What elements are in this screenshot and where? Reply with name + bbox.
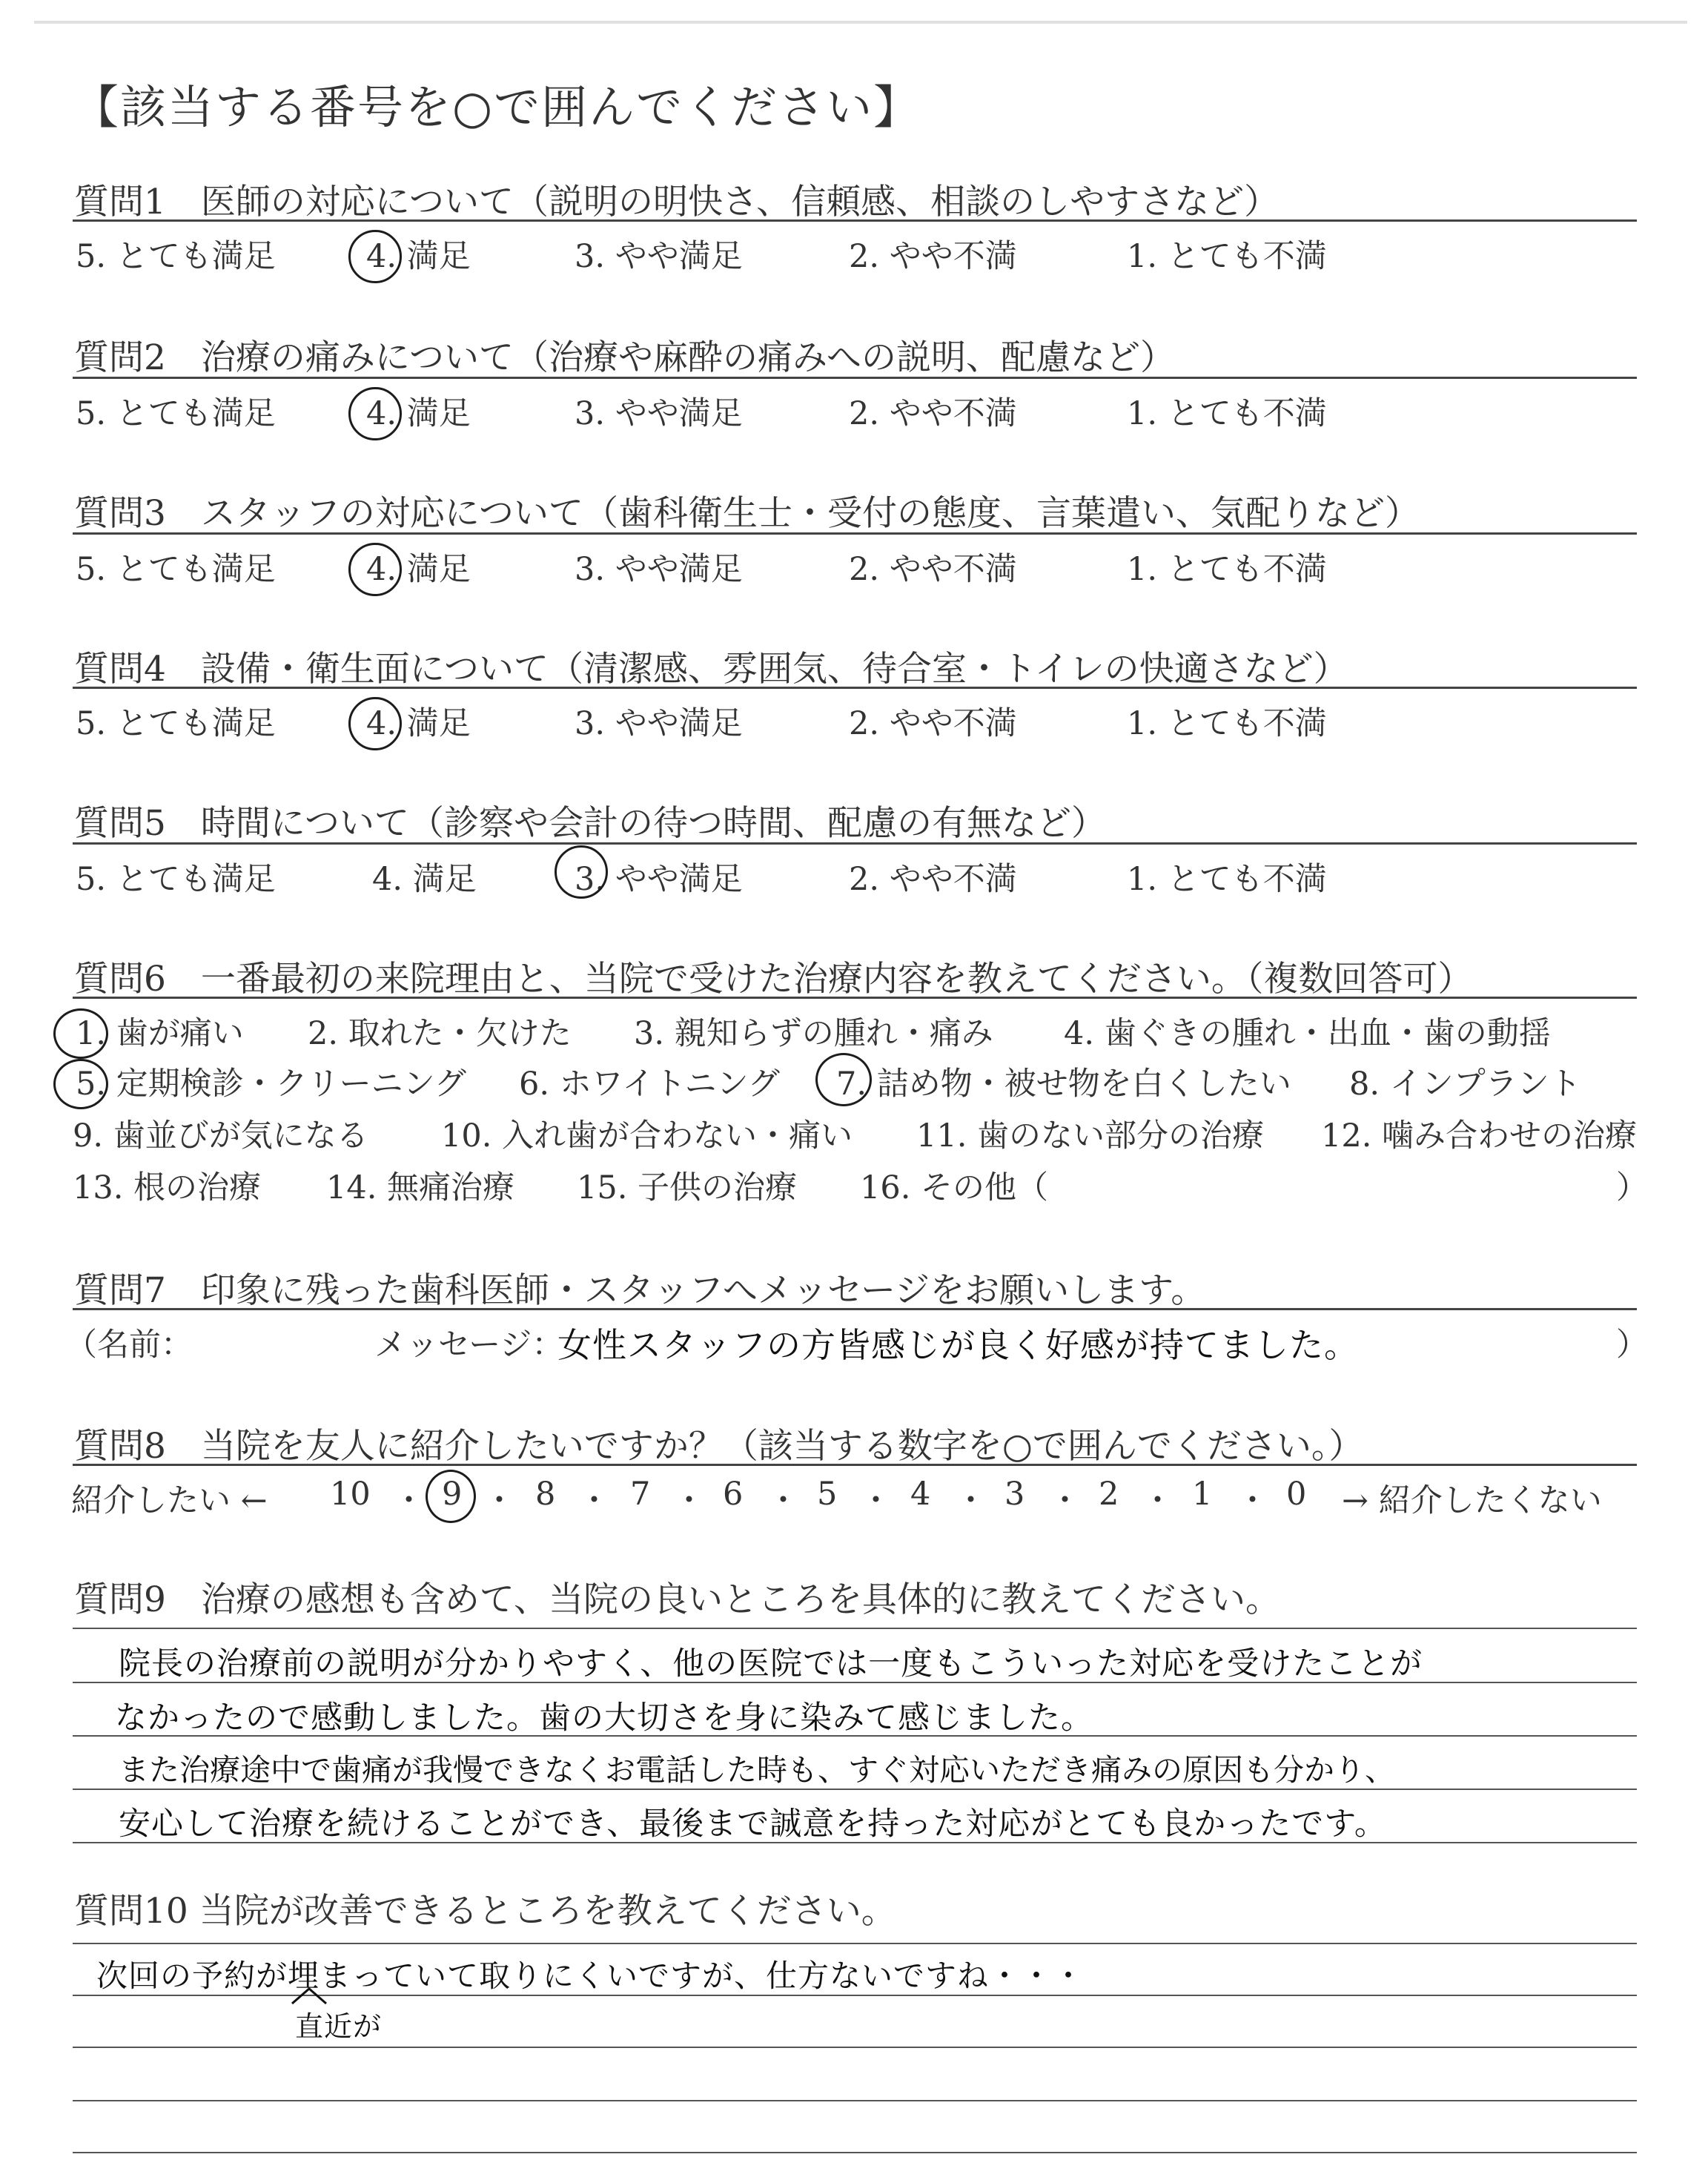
question-10-title: 質問10 当院が改善できるところを教えてください。: [74, 1891, 896, 1932]
q6-option-8[interactable]: 8. インプラント: [1349, 1066, 1581, 1103]
q8-score-6[interactable]: 6: [723, 1476, 744, 1513]
q9-answer-line-3: また治療途中で歯痛が我慢できなくお電話した時も、すぐ対応いただき痛みの原因も分かり、: [119, 1752, 1395, 1788]
q6-option-13[interactable]: 13. 根の治療: [73, 1169, 262, 1206]
q8-score-10[interactable]: 10: [330, 1476, 371, 1513]
q8-separator: ・: [1142, 1482, 1174, 1519]
q3-option-4[interactable]: 4. 満足: [366, 551, 471, 588]
q6-other-close: ）: [1616, 1169, 1648, 1206]
q5-option-5[interactable]: 5. とても満足: [76, 861, 276, 898]
q10-writing-line: [73, 2100, 1637, 2101]
q9-answer-line-1: 院長の治療前の説明が分かりやすく、他の医院では一度もこういった対応を受けたことが: [119, 1645, 1423, 1682]
q2-option-3[interactable]: 3. やや満足: [575, 395, 743, 432]
question-1-rule: [73, 219, 1637, 222]
q4-selection-circle: [348, 697, 402, 750]
q3-selection-circle: [348, 543, 402, 596]
q8-score-0[interactable]: 0: [1286, 1476, 1307, 1513]
q10-insertion-handwritten: 直近が: [295, 2010, 383, 2043]
q10-writing-line: [73, 2152, 1637, 2153]
q8-separator: ・: [1049, 1482, 1081, 1519]
q8-separator: ・: [673, 1482, 705, 1519]
question-7-title: 質問7 印象に残った歯科医師・スタッフへメッセージをお願いします。: [74, 1270, 1206, 1311]
q5-selection-circle: [555, 845, 608, 899]
q3-option-2[interactable]: 2. やや不満: [849, 551, 1017, 588]
q3-option-5[interactable]: 5. とても満足: [76, 551, 276, 588]
q6-option-2[interactable]: 2. 取れた・欠けた: [308, 1015, 572, 1052]
q1-option-5[interactable]: 5. とても満足: [76, 238, 276, 275]
q8-separator: ・: [483, 1482, 515, 1519]
q6-option-15[interactable]: 15. 子供の治療: [577, 1169, 798, 1206]
q8-score-1[interactable]: 1: [1192, 1476, 1213, 1513]
q1-option-3[interactable]: 3. やや満足: [575, 238, 743, 275]
q4-option-1[interactable]: 1. とても不満: [1127, 705, 1327, 742]
q1-selection-circle: [348, 230, 402, 283]
q8-left-label: 紹介したい ←: [71, 1482, 268, 1519]
question-8-title: 質問8 当院を友人に紹介したいですか？（該当する数字を○で囲んでください。）: [74, 1426, 1364, 1467]
question-2-rule: [73, 377, 1637, 379]
q6-option-12[interactable]: 12. 噛み合わせの治療: [1321, 1117, 1638, 1155]
q5-option-4[interactable]: 4. 満足: [372, 861, 477, 898]
q2-option-1[interactable]: 1. とても不満: [1127, 395, 1327, 432]
q7-message-handwritten: 女性スタッフの方皆感じが良く好感が持てました。: [557, 1325, 1359, 1365]
q8-score-4[interactable]: 4: [910, 1476, 931, 1513]
q8-separator: ・: [578, 1482, 610, 1519]
q6-option-14[interactable]: 14. 無痛治療: [326, 1169, 515, 1206]
q6-option-5-circle: [53, 1059, 108, 1109]
q9-answer-line-4: 安心して治療を続けることができ、最後まで誠意を持った対応がとても良かったです。: [119, 1806, 1387, 1843]
q6-option-6[interactable]: 6. ホワイトニング: [519, 1066, 780, 1103]
question-4-rule: [73, 687, 1637, 689]
question-9-title: 質問9 治療の感想も含めて、当院の良いところを具体的に教えてください。: [74, 1579, 1280, 1620]
q8-separator: ・: [1237, 1482, 1268, 1519]
q4-option-5[interactable]: 5. とても満足: [76, 705, 276, 742]
q6-option-16[interactable]: 16. その他（: [860, 1169, 1049, 1206]
q9-answer-line-2: なかったので感動しました。歯の大切さを身に染みて感じました。: [115, 1700, 1093, 1737]
question-6-rule: [73, 997, 1637, 999]
q8-score-8[interactable]: 8: [535, 1476, 556, 1513]
top-edge-line: [34, 21, 1687, 24]
question-1-title: 質問1 医師の対応について（説明の明快さ、信頼感、相談のしやすさなど）: [74, 182, 1280, 222]
q3-option-3[interactable]: 3. やや満足: [575, 551, 743, 588]
q4-option-3[interactable]: 3. やや満足: [575, 705, 743, 742]
q7-message-label: メッセージ：: [374, 1327, 564, 1364]
question-2-title: 質問2 治療の痛みについて（治療や麻酔の痛みへの説明、配慮など）: [74, 337, 1176, 378]
instruction-header: 【該当する番号を○で囲んでください】: [73, 80, 921, 134]
q2-option-5[interactable]: 5. とても満足: [76, 395, 276, 432]
q8-selection-circle: [426, 1470, 476, 1523]
q9-writing-line: [73, 1628, 1637, 1629]
q6-option-9[interactable]: 9. 歯並びが気になる: [73, 1117, 368, 1155]
q10-answer-handwritten: 次回の予約が埋まっていて取りにくいですが、仕方ないですね・・・: [96, 1958, 1085, 1994]
q8-score-7[interactable]: 7: [630, 1476, 651, 1513]
q5-option-3[interactable]: 3. やや満足: [575, 861, 743, 898]
q6-option-1[interactable]: 1. 歯が痛い: [76, 1015, 244, 1052]
q8-score-5[interactable]: 5: [817, 1476, 838, 1513]
q6-option-3[interactable]: 3. 親知らずの腫れ・痛み: [634, 1015, 993, 1052]
insertion-caret-icon: [291, 1987, 328, 2005]
q5-option-1[interactable]: 1. とても不満: [1127, 861, 1327, 898]
q10-writing-line: [73, 2047, 1637, 2048]
q4-option-4[interactable]: 4. 満足: [366, 705, 471, 742]
question-3-title: 質問3 スタッフの対応について（歯科衛生士・受付の態度、言葉遣い、気配りなど）: [74, 493, 1420, 534]
q6-option-4[interactable]: 4. 歯ぐきの腫れ・出血・歯の動揺: [1064, 1015, 1551, 1052]
q1-option-1[interactable]: 1. とても不満: [1127, 238, 1327, 275]
q8-score-3[interactable]: 3: [1004, 1476, 1025, 1513]
q8-separator: ・: [393, 1482, 425, 1519]
q2-option-4[interactable]: 4. 満足: [366, 395, 471, 432]
q1-option-4[interactable]: 4. 満足: [366, 238, 471, 275]
q6-option-11[interactable]: 11. 歯のない部分の治療: [916, 1117, 1265, 1155]
q6-option-5[interactable]: 5. 定期検診・クリーニング: [76, 1066, 466, 1103]
q8-separator: ・: [955, 1482, 987, 1519]
q6-option-10[interactable]: 10. 入れ歯が合わない・痛い: [441, 1117, 853, 1155]
q6-option-1-circle: [53, 1008, 108, 1059]
question-3-rule: [73, 532, 1637, 535]
q8-score-2[interactable]: 2: [1099, 1476, 1119, 1513]
q7-name-label: （名前：: [65, 1327, 193, 1364]
q7-close: ）: [1616, 1327, 1648, 1364]
q8-right-label: → 紹介したくない: [1342, 1482, 1602, 1519]
question-7-rule: [73, 1308, 1637, 1310]
question-8-rule: [73, 1464, 1637, 1466]
q6-option-7-circle: [815, 1053, 872, 1106]
q10-writing-line: [73, 1943, 1637, 1944]
q2-option-2[interactable]: 2. やや不満: [849, 395, 1017, 432]
q8-score-9[interactable]: 9: [442, 1476, 463, 1513]
question-5-title: 質問5 時間について（診察や会計の待つ時間、配慮の有無など）: [74, 803, 1106, 844]
q3-option-1[interactable]: 1. とても不満: [1127, 551, 1327, 588]
q5-option-2[interactable]: 2. やや不満: [849, 861, 1017, 898]
q6-option-7[interactable]: 7. 詰め物・被せ物を白くしたい: [836, 1066, 1291, 1103]
question-4-title: 質問4 設備・衛生面について（清潔感、雰囲気、待合室・トイレの快適さなど）: [74, 649, 1348, 690]
question-6-title: 質問6 一番最初の来院理由と、当院で受けた治療内容を教えてください。（複数回答可）: [74, 959, 1473, 1000]
q1-option-2[interactable]: 2. やや不満: [849, 238, 1017, 275]
q8-separator: ・: [860, 1482, 892, 1519]
q4-option-2[interactable]: 2. やや不満: [849, 705, 1017, 742]
q8-separator: ・: [767, 1482, 799, 1519]
question-5-rule: [73, 842, 1637, 845]
q2-selection-circle: [348, 387, 402, 440]
